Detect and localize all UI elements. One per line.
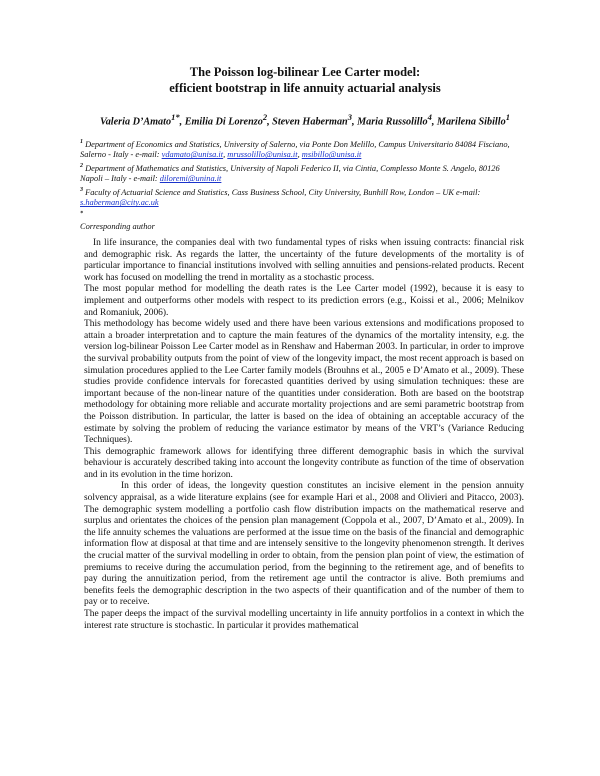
author-5: , Marilena Sibillo — [431, 116, 506, 128]
body-paragraph: This methodology has become widely used and there have been various extensions and modifications proposed to attain a broader interpretation and to capture the main features of the dynamics of the mortality intensity, e.g. the version log-bilinear Poisson Lee Carter model as in Renshaw and Haberman 2003. In particular, in order to improve the survival probability outputs from the point of view of the longevity impact, the most recent approach is based on simulation procedures applied to the Lee Carter family models (Brouhns et al., 2005 e D’Amato et al., 2009). These studies provide confidence intervals for forecasted quantities derived by using simulation techniques: these are important because of the non-linear nature of the quantities under consideration. Both are based on the bootstrap methodology for obtaining more reliable and accurate mortality projections and are semi parametric bootstrap from the Poisson distribution. In particular, the latter is based on the idea of obtaining an acceptable accuracy of the estimate by solving the problem of reducing the variance estimator by means of the VRT’s (Variance Reducing Techniques). — [84, 319, 524, 446]
corresponding-author-label: Corresponding author — [80, 222, 155, 232]
email-link-mrussolillo[interactable]: mrussolillo@unisa.it — [227, 150, 298, 160]
body-paragraph: In life insurance, the companies deal with two fundamental types of risks when issuing contracts: financial risk and demographic risk. As regards the latter, the uncertainty of the future developments of the mortality is of particular importance to financial institutions involved with selling annuities and pensions-related products. Recent work has focused on modelling the trend in mortality as a stochastic process. — [84, 238, 524, 283]
title-line-2: efficient bootstrap in life annuity actuarial analysis — [169, 81, 441, 95]
email-link-diloremi[interactable]: diloremi@unina.it — [159, 174, 222, 184]
paper-title — [60, 64, 550, 96]
author-3-marker: 3 — [347, 112, 352, 122]
author-2: , Emilia Di Lorenzo — [179, 116, 263, 128]
body-paragraph: The most popular method for modelling the death rates is the Lee Carter model (1992), because it is easy to implement and outperforms other models with respect to its prediction errors (e.g., Koissi et al., 2006; Melnikov and Romaniuk, 2006). — [84, 284, 524, 318]
author-list — [60, 111, 550, 128]
paper-body — [84, 238, 524, 632]
email-separator: , — [223, 150, 228, 160]
email-link-shaberman[interactable]: s.haberman@city.ac.uk — [80, 198, 159, 208]
author-4-marker: 4 — [427, 112, 432, 122]
body-paragraph: This demographic framework allows for identifying three different demographic basis in which the survival behaviour is accurately described taking into account the longevity contribute as function of the time of observation and in its evolution in the time horizon. — [84, 446, 524, 480]
affiliation-3-marker: 3 — [80, 186, 83, 193]
affiliation-1-text: Department of Economics and Statistics, University of Salerno, via Ponte Don Melillo, Campus Universitario 84084 Fisciano, Salerno - Italy - e-mail: — [80, 139, 510, 160]
affiliation-2 — [80, 161, 520, 185]
author-1: Valeria D’Amato — [100, 116, 172, 128]
affiliation-3 — [80, 185, 520, 209]
affiliation-1 — [80, 137, 520, 161]
affiliation-1-marker: 1 — [80, 139, 83, 145]
title-line-1: The Poisson log-bilinear Lee Carter model: — [189, 65, 421, 79]
affiliation-2-text: Department of Mathematics and Statistics, University of Napoli Federico II, via Cintia, Complesso Monte S. Angelo, 80126 Napoli – Italy - e-mail: — [80, 163, 500, 184]
affiliation-2-marker: 2 — [80, 162, 83, 169]
affiliations — [80, 137, 520, 233]
body-paragraph: The paper deeps the impact of the survival modelling uncertainty in life annuity portfolios in a context in which the interest rate structure is stochastic. In particular it provides mathematical — [84, 609, 524, 631]
email-link-msibillo[interactable]: msibillo@unisa.it — [301, 150, 362, 160]
author-5-marker: 1 — [505, 112, 510, 122]
email-separator: , — [297, 150, 302, 160]
author-4: , Maria Russolillo — [351, 116, 428, 128]
author-2-marker: 2 — [262, 112, 268, 122]
corresponding-author-marker: * — [80, 210, 83, 217]
author-1-marker: 1* — [171, 112, 180, 122]
body-paragraph: In this order of ideas, the longevity question constitutes an incisive element in the pension annuity solvency appraisal, as a wide literature explains (see for example Hari et al., 2008 and Olivieri and Pitacco, 2003). The demographic system modelling a portfolio cash flow distribution impacts on the mathematical reserve and surplus and orientates the choices of the pension plan management (Coppola et al., 2007, D’Amato et al., 2009). In the life annuity schemes the valuations are performed at the issue time on the basis of the financial and demographic information flow at disposal at that time and are intensely sensitive to the longevity phenomenon strength. It derives the crucial matter of the survival modelling in order to obtain, from the pension plan point of view, the estimation of premiums to receive during the accumulation period, from the beginning to the retirement age, and of benefits to pay during the annuitization period, from the retirement age until the contractor is alive. Both premiums and benefits feels the demographic description in the two aspects of their quantification and of the number of them to pay or to receive. — [84, 481, 524, 608]
email-link-vdamato[interactable]: vdamato@unisa.it — [161, 150, 224, 160]
corresponding-author-note — [80, 209, 520, 233]
affiliation-3-text: Faculty of Actuarial Science and Statistics, Cass Business School, City University, Bunhill Row, London – UK e-mail: — [85, 187, 481, 197]
author-3: , Steven Haberman — [267, 116, 348, 128]
